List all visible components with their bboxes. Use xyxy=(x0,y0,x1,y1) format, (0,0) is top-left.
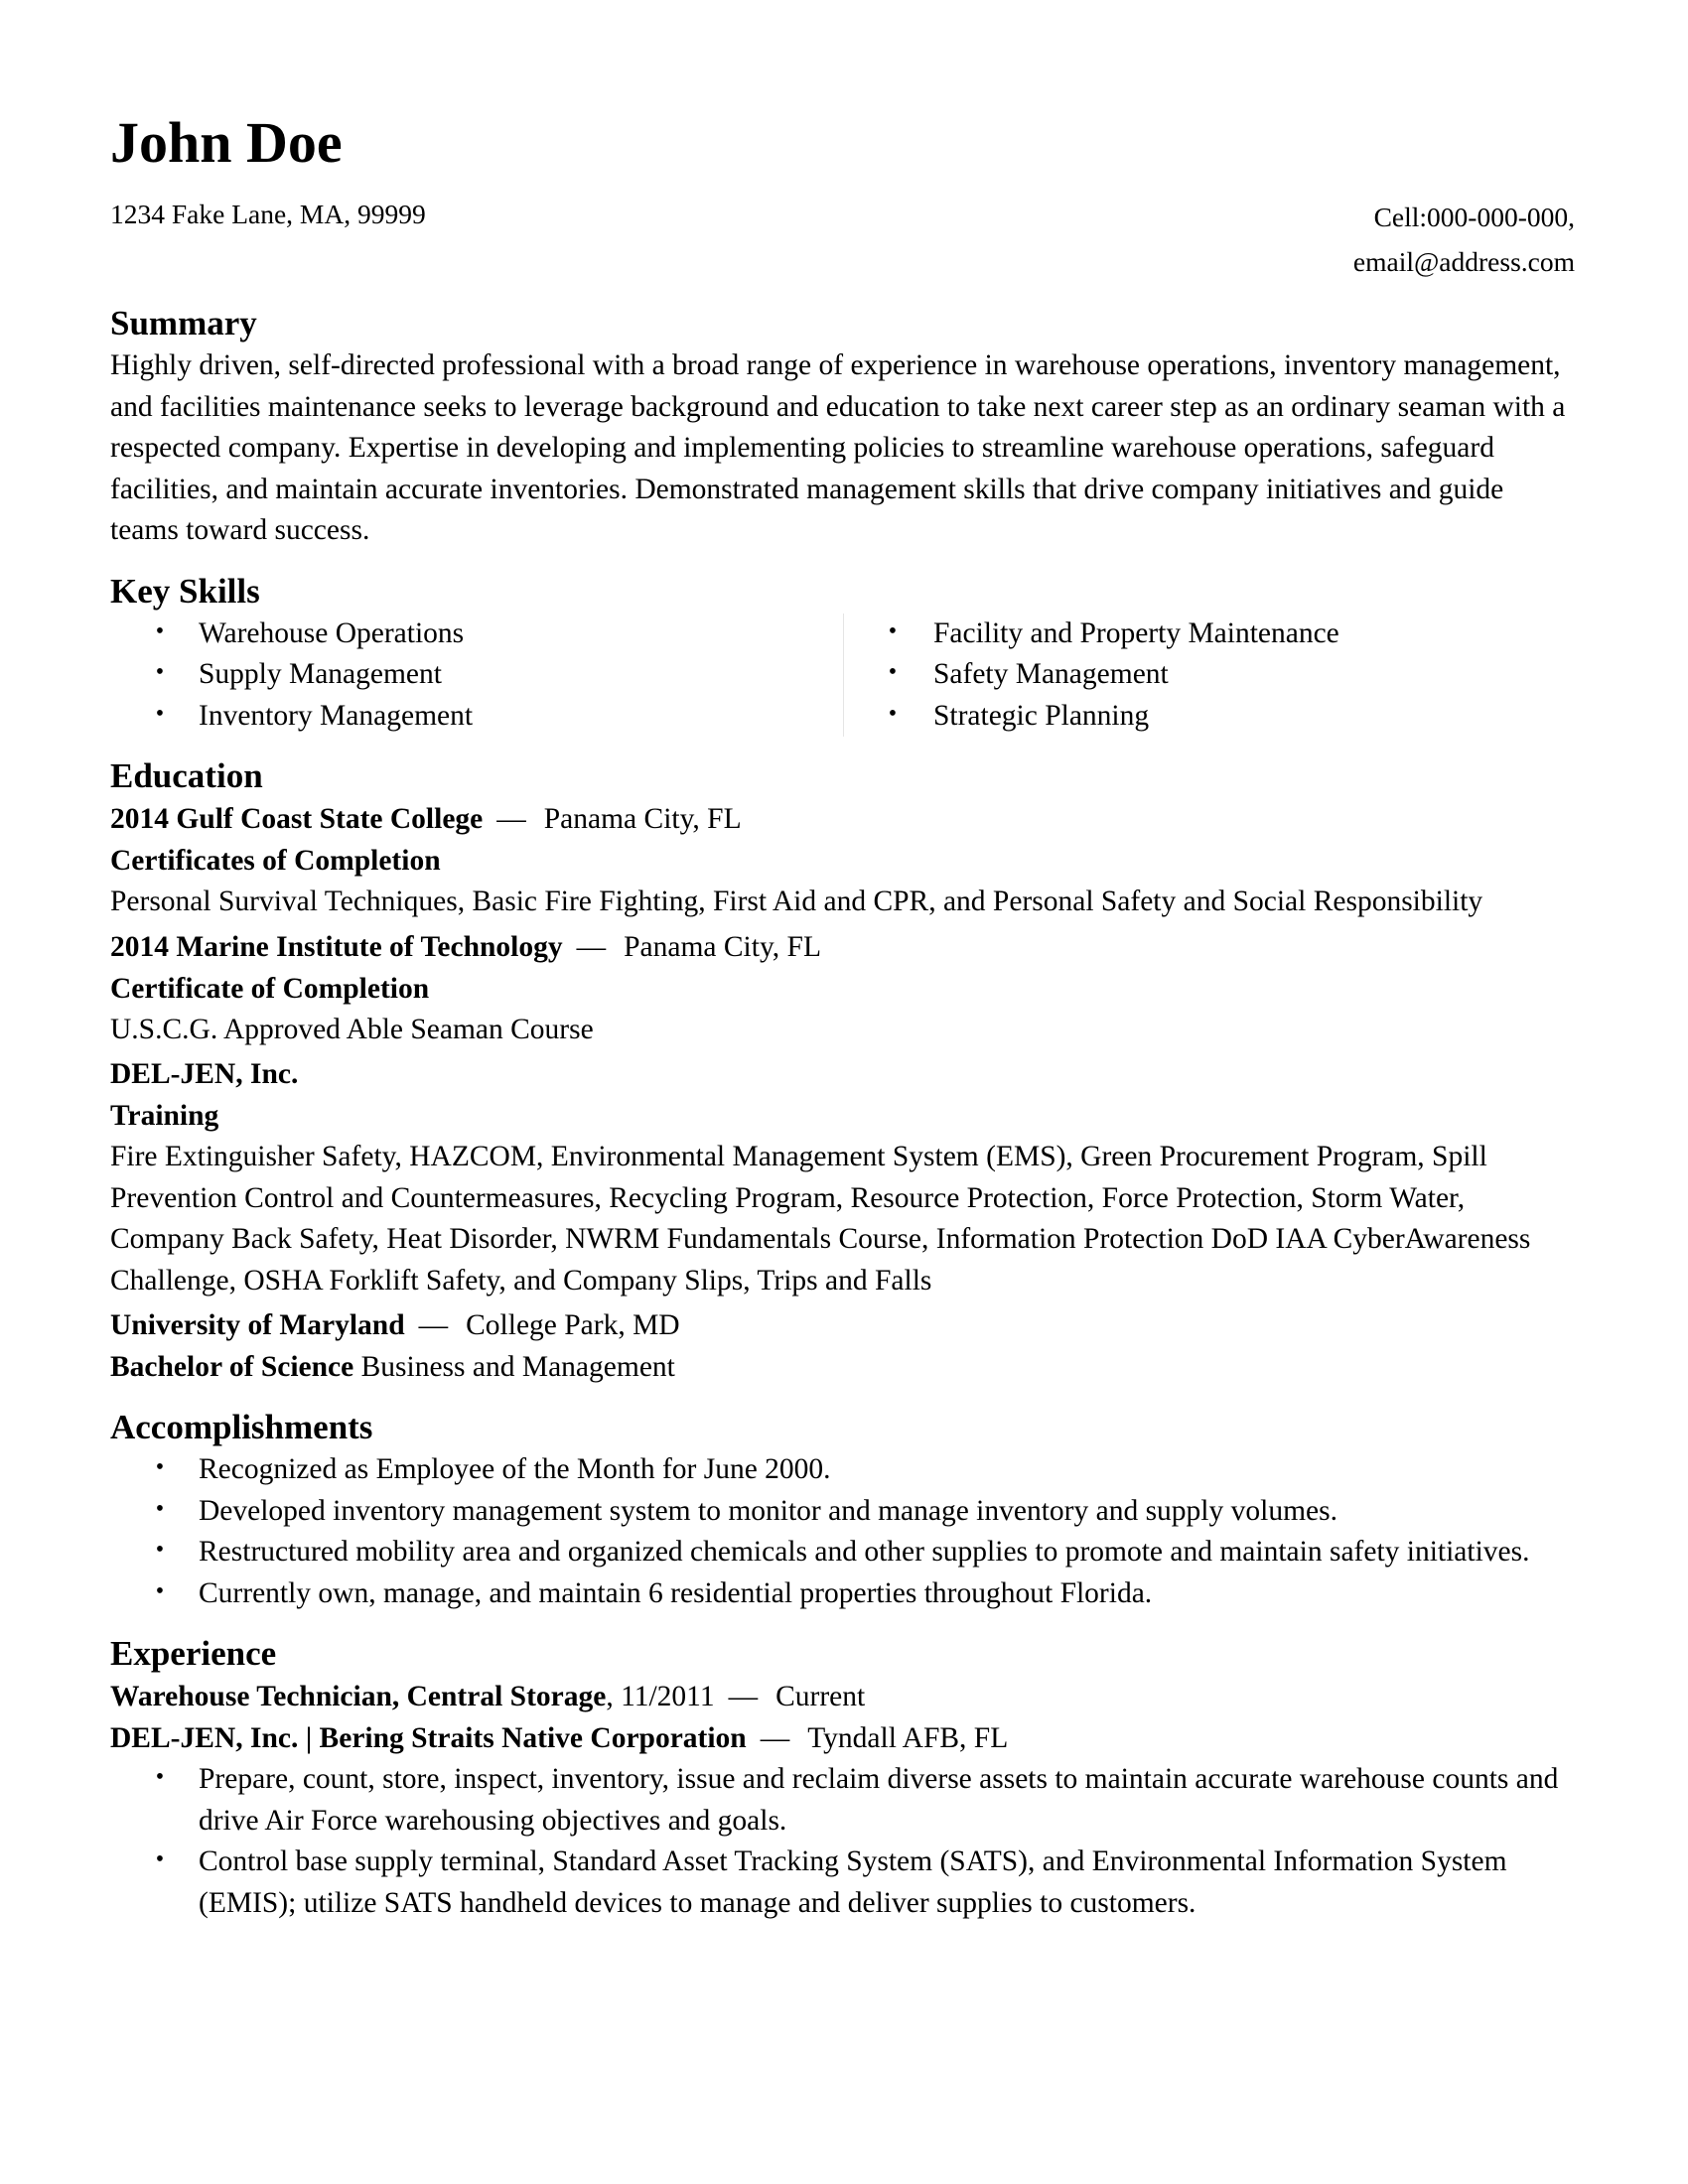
job-start-date: 11/2011 xyxy=(621,1681,715,1712)
bullet-icon: • xyxy=(155,700,165,727)
education-entry xyxy=(110,1053,1578,1301)
list-item: • Control base supply terminal, Standard Asset Tracking System (SATS), and Environmental Information System (EMIS); utilize SATS handheld devices to manage and deliver supplies to customers. xyxy=(110,1842,1578,1924)
bullet-icon: • xyxy=(155,659,165,685)
credential-details: Personal Survival Techniques, Basic Fire Fighting, First Aid and CPR, and Personal Safety and Social Responsibility xyxy=(110,886,1483,917)
bullet-icon: • xyxy=(155,1764,165,1790)
summary-section xyxy=(110,302,1578,552)
dash-separator: — xyxy=(418,1309,449,1341)
bullet-icon: • xyxy=(888,617,898,644)
job-title-line: Warehouse Technician, Central Storage, 11/2011 — Current xyxy=(110,1676,1578,1717)
skill-item: • Facility and Property Maintenance xyxy=(111,614,1577,655)
credential-details: Business and Management xyxy=(360,1351,675,1383)
education-entry xyxy=(110,1304,1578,1388)
email: email@address.com xyxy=(1352,246,1575,277)
experience-section xyxy=(110,1632,1578,1924)
bullet-icon: • xyxy=(155,1846,165,1872)
school-location: Panama City, FL xyxy=(543,803,742,835)
section-heading-accomplishments: Accomplishments xyxy=(110,1408,373,1446)
school-line xyxy=(110,1304,1578,1346)
credential: Bachelor of Science xyxy=(110,1351,354,1383)
bullet-icon: • xyxy=(888,700,898,727)
bullet-icon: • xyxy=(888,659,898,685)
education-entry xyxy=(110,798,1578,923)
dash-separator: — xyxy=(760,1722,790,1754)
experience-duties-list xyxy=(110,1759,1578,1924)
school-line xyxy=(110,798,1578,840)
resume-body xyxy=(110,302,1578,1924)
credential: Certificates of Completion xyxy=(110,845,441,877)
job-end-date: Current xyxy=(775,1681,866,1712)
education-section xyxy=(110,754,1578,1388)
school-location: Panama City, FL xyxy=(624,930,821,963)
bullet-icon: • xyxy=(155,1537,165,1563)
job-title: Warehouse Technician, Central Storage xyxy=(110,1681,607,1712)
list-item: • Prepare, count, store, inspect, inventory, issue and reclaim diverse assets to maintain accurate warehouse counts and drive Air Force warehousing objectives and goals. xyxy=(110,1759,1578,1842)
employer-name: DEL-JEN, Inc. | Bering Straits Native Corporation xyxy=(110,1722,747,1754)
list-item: • Developed inventory management system to monitor and manage inventory and supply volumes. xyxy=(110,1491,1578,1533)
section-heading-education: Education xyxy=(110,756,263,795)
contact-info xyxy=(1353,195,1575,284)
skills-columns xyxy=(110,614,1578,738)
credential-details: Fire Extinguisher Safety, HAZCOM, Environmental Management System (EMS), Green Procurement Program, Spill Prevention Control and Countermeasures, Recycling Program, Resource Protection, Force Protection, Storm Water, Company Back Safety, Heat Disorder, NWRM Fundamentals Course, Information Protection DoD IAA CyberAwareness Challenge, OSHA Forklift Safety, and Company Slips, Trips and Falls xyxy=(110,1141,1531,1297)
skill-item: • Warehouse Operations xyxy=(110,614,843,655)
bullet-icon: • xyxy=(155,1454,165,1480)
employer-line xyxy=(110,1717,1578,1759)
degree-line xyxy=(110,1346,1578,1388)
skill-item: • Supply Management xyxy=(110,654,843,696)
school-name: 2014 Gulf Coast State College xyxy=(110,803,484,835)
section-heading-summary: Summary xyxy=(110,304,257,342)
summary-text: Highly driven, self-directed professional with a broad range of experience in warehouse operations, inventory management, and facilities maintenance seeks to leverage background and education to take next career step as an ordinary seaman with a respected company. Expertise in developing and implementing policies to streamline warehouse operations, safeguard facilities, and maintain accurate inventories. Demonstrated management skills that drive company initiatives and guide teams toward success. xyxy=(110,349,1566,546)
school-name: University of Maryland xyxy=(110,1309,405,1341)
section-heading-experience: Experience xyxy=(110,1634,277,1673)
skill-item: • Inventory Management xyxy=(110,696,843,738)
bullet-icon: • xyxy=(155,617,165,644)
school-name: 2014 Marine Institute of Technology xyxy=(110,930,563,963)
school-name: DEL-JEN, Inc. xyxy=(110,1058,299,1090)
cell-phone: Cell:000-000-000, xyxy=(1373,202,1575,232)
section-heading-skills: Key Skills xyxy=(110,571,260,611)
credential: Training xyxy=(110,1100,219,1132)
candidate-name: John Doe xyxy=(110,110,343,175)
skill-item: • Safety Management xyxy=(111,654,1577,696)
dash-separator: — xyxy=(728,1681,759,1712)
list-item: • Recognized as Employee of the Month for June 2000. xyxy=(110,1449,1578,1491)
skill-item: • Strategic Planning xyxy=(111,696,1577,738)
credential-details: U.S.C.G. Approved Able Seaman Course xyxy=(110,1013,594,1045)
dash-separator: — xyxy=(496,803,526,835)
list-item: • Restructured mobility area and organized chemicals and other supplies to promote and maintain safety initiatives. xyxy=(110,1532,1578,1573)
credential: Certificate of Completion xyxy=(110,972,430,1005)
dash-separator: — xyxy=(576,930,607,963)
skills-section xyxy=(110,570,1578,738)
school-line xyxy=(110,926,1578,968)
accomplishments-list xyxy=(110,1449,1578,1614)
bullet-icon: • xyxy=(155,1577,165,1604)
bullet-icon: • xyxy=(155,1495,165,1522)
school-location: College Park, MD xyxy=(466,1309,680,1341)
accomplishments-section xyxy=(110,1406,1578,1614)
skills-right-column xyxy=(844,614,1577,738)
list-item: • Currently own, manage, and maintain 6 residential properties throughout Florida. xyxy=(110,1573,1578,1615)
address: 1234 Fake Lane, MA, 99999 xyxy=(110,199,426,229)
employer-location: Tyndall AFB, FL xyxy=(807,1722,1009,1754)
education-entry xyxy=(110,926,1578,1051)
